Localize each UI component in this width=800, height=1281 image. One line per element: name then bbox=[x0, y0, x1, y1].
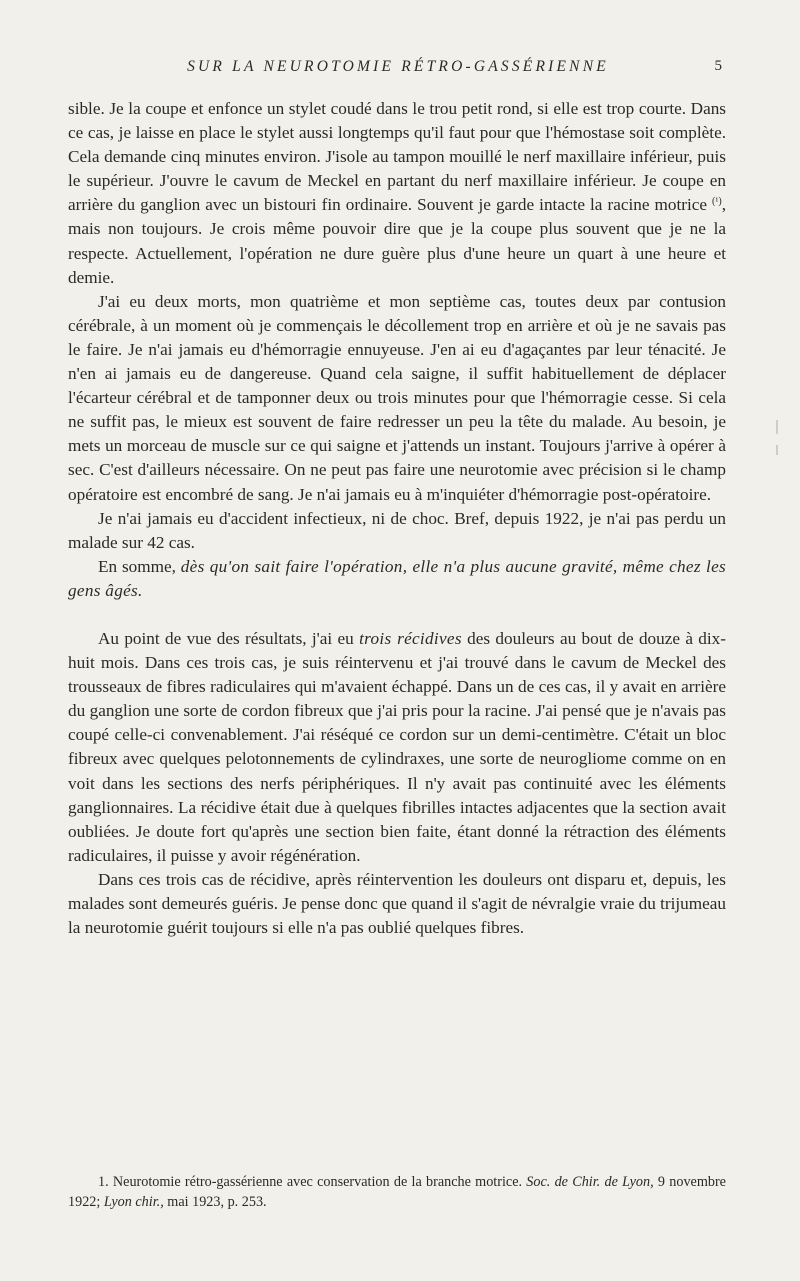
paragraph-5-italic: trois récidives bbox=[359, 628, 462, 648]
running-head bbox=[68, 56, 728, 80]
footnote-reference: (¹) bbox=[712, 196, 722, 208]
footnote-1 bbox=[68, 1172, 726, 1212]
paragraph-4-lead: En somme, bbox=[98, 556, 181, 576]
paragraph-1-text: sible. Je la coupe et enfonce un stylet coudé dans le trou petit rond, si elle est trop courte. Dans ce cas, je laisse en place le stylet aussi longtemps qu'il faut pour que l'hémostase soit complète. Cela demande cinq minutes environ. J'isole au tampon mouillé le nerf maxillaire inférieur, puis le supérieur. J'ouvre le cavum de Meckel en partant du nerf maxillaire inférieur. Je coupe en arrière du ganglion avec un bistouri fin ordinaire. Souvent je garde intacte la racine motrice bbox=[68, 99, 726, 215]
paragraph-5-lead: Au point de vue des résultats, j'ai eu bbox=[98, 628, 360, 648]
page-number: 5 bbox=[714, 58, 722, 74]
paragraph-1 bbox=[68, 97, 726, 290]
paragraph-5-text-after: des douleurs au bout de douze à dix-huit mois. Dans ces trois cas, je suis réintervenu et j'ai trouvé dans le cavum de Meckel des trousseaux de fibres radiculaires qui m'avaient échappé. Dans un de ces cas, il y avait en arrière du ganglion une sorte de cordon fibreux que j'ai pris pour la racine. J'ai pensé que je n'avais pas coupé celle-ci convenablement. J'ai réséqué ce cordon sur un demi-centimètre. C'était un bloc fibreux avec quelques pelotonnements de cylindraxes, une sorte de neurogliome comme on en voit dans les sections des nerfs périphériques. Il n'y avait pas continuité avec les éléments ganglionnaires. La récidive était due à quelques fibrilles intactes adjacentes que la section avait oubliées. Je doute fort qu'après une section bien faite, étant donné la rétraction des éléments radiculaires, il puisse y avoir régénération. bbox=[68, 628, 726, 865]
paragraph-3-text: Je n'ai jamais eu d'accident infectieux, ni de choc. Bref, depuis 1922, je n'ai pas perdu un malade sur 42 cas. bbox=[68, 508, 726, 552]
paragraph-6-text: Dans ces trois cas de récidive, après réintervention les douleurs ont disparu et, depuis, les malades sont demeurés guéris. Je pense donc que quand il s'agit de névralgie vraie du trijumeau la neurotomie guérit toujours si elle n'a pas oublié quelques fibres. bbox=[68, 869, 726, 938]
paragraph-2-text: J'ai eu deux morts, mon quatrième et mon septième cas, toutes deux par contusion cérébrale, à un moment où je commençais le décollement trop en arrière et où je ne savais pas le faire. Je n'ai jamais eu d'hémorragie ennuyeuse. J'en ai eu d'agaçantes par leur ténacité. Je n'en ai jamais eu de dangereuse. Quand cela saigne, il suffit habituellement de déplacer l'écarteur cérébral et de tamponner deux ou trois minutes pour que l'hémorragie cesse. Si cela ne suffit pas, le mieux est souvent de faire redresser un peu la tête du malade. Au besoin, je mets un morceau de muscle sur ce qui saigne et j'attends un instant. Toujours j'arrive à opérer à sec. C'est d'ailleurs nécessaire. On ne peut pas faire une neurotomie avec précision si le champ opératoire est encombré de sang. Je n'ai jamais eu à m'inquiéter d'hémorragie post-opératoire. bbox=[68, 291, 726, 504]
footnote-journal-2: Lyon chir., bbox=[103, 1194, 164, 1210]
scan-mark bbox=[776, 420, 778, 434]
footnote bbox=[68, 1172, 726, 1212]
paragraph-1-text-after: , mais non toujours. Je crois même pouvoir dire que je la coupe plus souvent que je ne la respecte. Actuellement, l'opération ne dure guère plus d'une heure un quart à une heure et demie. bbox=[68, 195, 726, 287]
body-text bbox=[68, 97, 726, 940]
footnote-end: mai 1923, p. 253. bbox=[163, 1194, 267, 1210]
footnote-text: 1. Neurotomie rétro-gassérienne avec conservation de la branche motrice. bbox=[98, 1174, 527, 1190]
running-title: SUR LA NEUROTOMIE RÉTRO-GASSÉRIENNE bbox=[187, 58, 609, 75]
footnote-date: 9 novembre 1922; bbox=[68, 1174, 726, 1210]
paragraph-4-italic: dès qu'on sait faire l'opération, elle n'a plus aucune gravité, même chez les gens âgés. bbox=[68, 556, 727, 600]
footnote-journal-1: Soc. de Chir. de Lyon, bbox=[526, 1174, 654, 1190]
paragraph-3 bbox=[68, 507, 726, 555]
paragraph-6 bbox=[68, 868, 726, 940]
paragraph-5 bbox=[68, 627, 726, 868]
paragraph-2 bbox=[68, 290, 726, 507]
scan-mark bbox=[776, 445, 778, 455]
paragraph-4 bbox=[68, 555, 726, 603]
